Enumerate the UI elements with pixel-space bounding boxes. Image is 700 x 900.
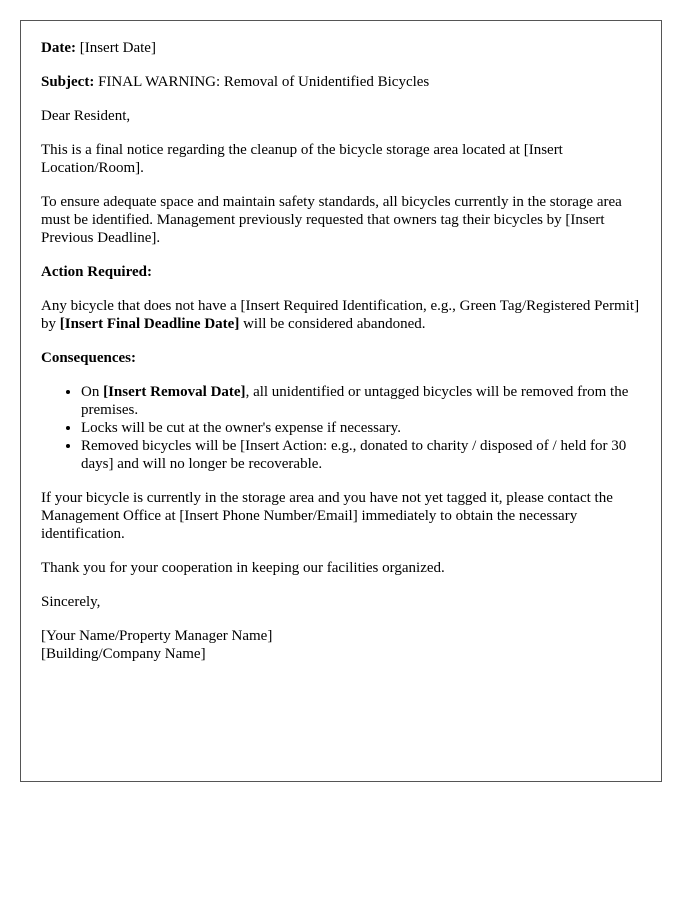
- removal-date-placeholder: [Insert Removal Date]: [103, 384, 246, 400]
- subject-value: FINAL WARNING: Removal of Unidentified Bicycles: [98, 74, 430, 90]
- consequences-heading-text: Consequences:: [41, 350, 137, 366]
- action-paragraph: [41, 297, 641, 333]
- thanks-paragraph: Thank you for your cooperation in keeping our facilities organized.: [41, 560, 445, 576]
- contact-paragraph: If your bicycle is currently in the storage area and you have not yet tagged it, please contact the Management Office at [Insert Phone Number/Email] immediately to obtain the necessary identification.: [41, 490, 613, 542]
- consequences-list: [41, 383, 641, 473]
- list-item: • Locks will be cut at the owner's expense if necessary.: [81, 419, 641, 437]
- intro-paragraph: This is a final notice regarding the cleanup of the bicycle storage area located at [Insert Location/Room].: [41, 142, 563, 176]
- date-value: [Insert Date]: [79, 40, 156, 56]
- subject-label: Subject:: [41, 74, 95, 90]
- letter-document: [20, 20, 662, 782]
- list-item: [81, 383, 641, 419]
- closing: Sincerely,: [41, 594, 101, 610]
- action-heading: [41, 263, 641, 281]
- action-text-before: Any bicycle that does not have a [Insert Required Identification, e.g., Green Tag/Registered Permit] by: [41, 298, 640, 332]
- date-label: Date:: [41, 40, 76, 56]
- background-paragraph: To ensure adequate space and maintain safety standards, all bicycles currently in the storage area must be identified. Management previously requested that owners tag their bicycles by [Insert Previous Deadline].: [41, 194, 622, 246]
- subject-line: [41, 73, 641, 91]
- salutation: Dear Resident,: [41, 108, 131, 124]
- date-line: [41, 39, 641, 57]
- final-deadline-placeholder: [Insert Final Deadline Date]: [59, 316, 240, 332]
- action-heading-text: Action Required:: [41, 264, 152, 280]
- signature-name: [Your Name/Property Manager Name]: [41, 628, 273, 644]
- bullet1-after: , all unidentified or untagged bicycles will be removed from the premises.: [81, 384, 629, 418]
- action-text-after: will be considered abandoned.: [239, 316, 426, 332]
- consequences-heading: [41, 349, 641, 367]
- bullet1-before: On: [81, 384, 104, 400]
- list-item: • Removed bicycles will be [Insert Action: e.g., donated to charity / disposed of / held for 30 days] and will no longer be recoverable.: [81, 437, 641, 473]
- signature-company: [Building/Company Name]: [41, 646, 206, 662]
- signature-block: [41, 627, 641, 663]
